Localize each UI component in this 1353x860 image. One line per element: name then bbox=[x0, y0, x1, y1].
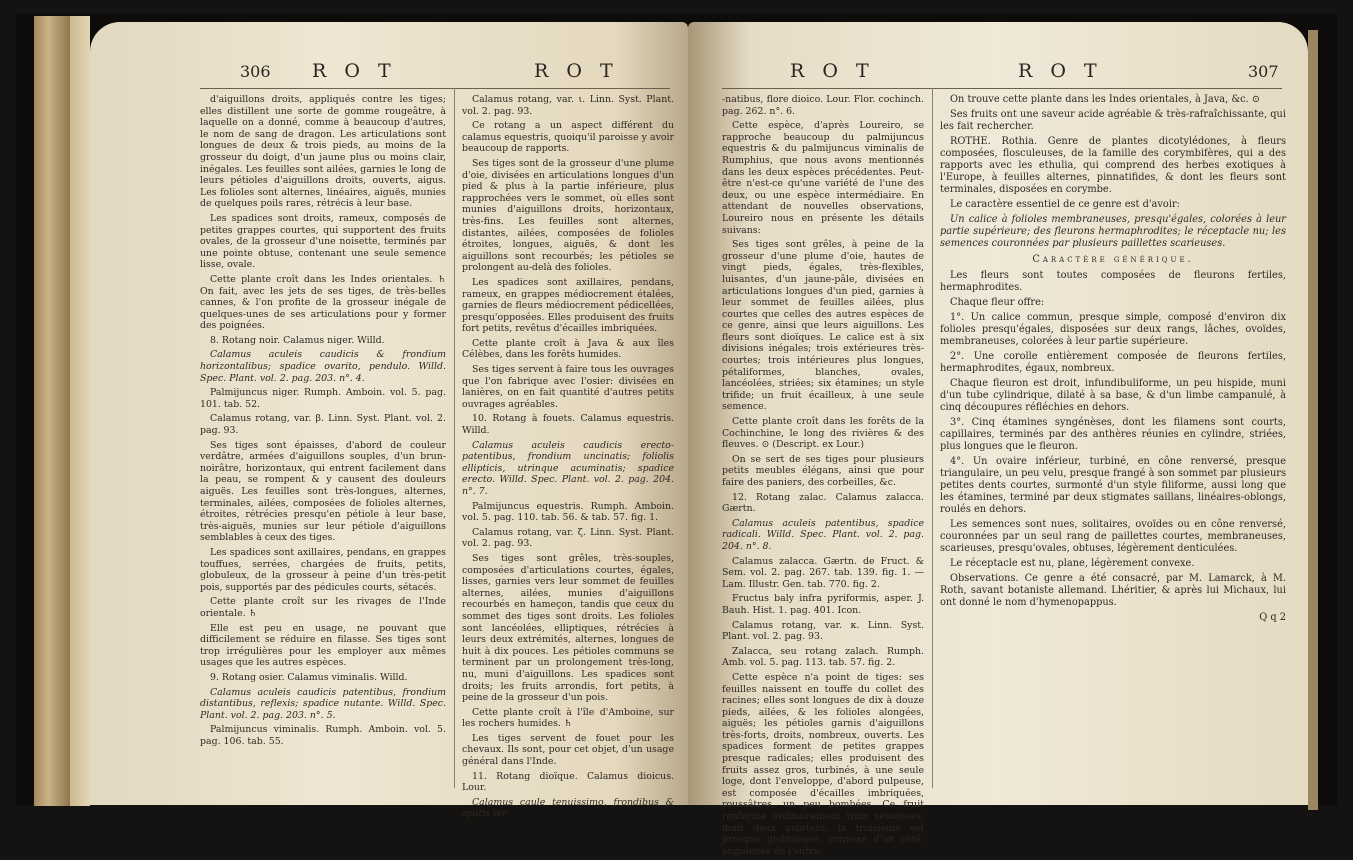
paragraph: Calamus rotang, var. β. Linn. Syst. Plant. vol. 2. pag. 93. bbox=[200, 413, 446, 437]
left-page bbox=[90, 22, 688, 820]
paragraph: Palmijuncus viminalis. Rumph. Amboin. vol. 5. pag. 106. tab. 55. bbox=[200, 724, 446, 747]
paragraph: Ses tiges sont de la grosseur d'une plume d'oie, divisées en articulations longues d'un pied & plus à la partie inférieure, plus rapprochées vers le sommet, où elles sont munies d'aiguillons droits, horizontaux, très-fins. Les feuilles sont alternes, distantes, ailées, composées de folioles étroites, longues, aiguës, & dont les aiguillons sont recourbés; les pétioles se prolongent au-delà des folioles. bbox=[462, 157, 674, 274]
paragraph: Chaque fleuron est droit, infundibuliforme, un peu hispide, muni d'un tube cylindrique, dilaté à sa base, & d'un limbe campanulé, à cinq découpures réfléchies en dehors. bbox=[940, 378, 1286, 413]
paragraph: On se sert de ses tiges pour plusieurs petits meubles élégans, ainsi que pour faire des paniers, des corbeilles, &c. bbox=[722, 453, 924, 488]
page-edges-right bbox=[1308, 30, 1318, 810]
paragraph: Un calice à folioles membraneuses, presqu'égales, colorées à leur partie supérieure; des fleurons hermaphrodites; le réceptacle nu; les semences couronnées par plusieurs paillettes scarieuses. bbox=[940, 214, 1286, 249]
paragraph: Zalacca, seu rotang zalach. Rumph. Amb. vol. 5. pag. 113. tab. 57. fig. 2. bbox=[722, 645, 924, 669]
paragraph: 2°. Une corolle entièrement composée de fleurons fertiles, hermaphrodites, égaux, nombreux. bbox=[940, 351, 1286, 374]
paragraph: Cette plante croît sur les rivages de l'Inde orientale. ♄ bbox=[200, 596, 446, 619]
right-header-a: R O T bbox=[790, 60, 875, 82]
entry-heading: 12. Rotang zalac. Calamus zalacca. Gærtn. bbox=[722, 491, 924, 515]
page-edges-left bbox=[34, 16, 70, 806]
paragraph: Calamus rotang, var. κ. Linn. Syst. Plant. vol. 2. pag. 93. bbox=[722, 619, 924, 643]
paragraph: Chaque fleur offre: bbox=[950, 297, 1045, 308]
paragraph: Ses tiges sont grêles, à peine de la grosseur d'une plume d'oie, hautes de vingt pieds, égales, très-flexibles, luisantes, d'un jaune-pâle, divisées en articulations longues d'un pied, garnies à leur sommet de feuilles ailées, plus courtes que celles des autres espèces de ce genre, ainsi que leurs aiguillons. Les fleurs sont dioïques. Le calice est à six divisions inégales; trois extérieures très-courtes; trois intérieures plus longues, pétaliformes, blanches, ovales, lancéolées, striées; six étamines; un style trifide; un fruit écailleux, à une seule semence. bbox=[722, 239, 924, 413]
paragraph: Les spadices sont droits, rameux, composés de petites grappes courtes, qui supportent des fruits ovales, de la grosseur d'une noisette, terminés par une pointe obtuse, contenant une seule semence lisse, ovale. bbox=[200, 212, 446, 271]
signature-mark: Q q 2 bbox=[1259, 612, 1286, 623]
right-column-divider bbox=[932, 88, 933, 788]
paragraph: Cette espèce, d'après Loureiro, se rapproche beaucoup du palmijuncus equestris & du palmijuncus viminalis de Rumphius, que nous avons mentionnés dans les deux espèces précédentes. Peut-être n'est-ce qu'une variété de l'une des deux, ou une espèce intermédiaire. En attendant de nouvelles observations, Loureiro nous en présente les détails suivans: bbox=[722, 120, 924, 236]
page-edges-inner bbox=[70, 16, 90, 806]
section-heading: Caractère générique. bbox=[1032, 254, 1194, 265]
paragraph: ROTHE. Rothia. Genre de plantes dicotylédones, à fleurs composées, flosculeuses, de la famille des corymbifères, qui a des rapports avec les ethulia, qui comprend des herbes exotiques à l'Europe, à feuilles alternes, pinnatifides, & dont les fleurs sont terminales, disposées en corymbe. bbox=[940, 136, 1286, 195]
left-column-divider bbox=[454, 88, 455, 788]
paragraph: Le réceptacle est nu, plane, légèrement convexe. bbox=[950, 558, 1195, 569]
left-page-column-1 bbox=[200, 94, 446, 750]
right-page-column-2 bbox=[940, 94, 1286, 627]
paragraph: On trouve cette plante dans les Indes orientales, à Java, &c. ⊙ bbox=[950, 94, 1260, 105]
paragraph: Les semences sont nues, solitaires, ovoïdes ou en cône renversé, couronnées par un seul rang de paillettes courtes, membraneuses, scarieuses, presqu'ovales, obtuses, légèrement denticulées. bbox=[940, 519, 1286, 554]
left-header-b: R O T bbox=[534, 60, 619, 82]
paragraph: Cette plante croît dans les Indes orientales. ♄ On fait, avec les jets de ses tiges, de très-belles cannes, & l'on profite de la grosseur inégale de quelques-unes de ses articulations pour y former des poignées. bbox=[200, 273, 446, 332]
paragraph: Les tiges servent de fouet pour les chevaux. Ils sont, pour cet objet, d'un usage général dans l'Inde. bbox=[462, 732, 674, 768]
entry-heading: 8. Rotang noir. Calamus niger. Willd. bbox=[210, 334, 385, 346]
paragraph: Calamus caule tenuissimo, frondibus & spatis ter- bbox=[462, 796, 674, 820]
right-page-column-1 bbox=[722, 94, 924, 860]
paragraph: Palmijuncus niger. Rumph. Amboin. vol. 5. pag. 101. tab. 52. bbox=[200, 387, 446, 410]
paragraph: Calamus aculeis caudicis patentibus, frondium distantibus, reflexis; spadice nutante. Willd. Spec. Plant. vol. 2. pag. 203. n°. 5. bbox=[200, 686, 446, 721]
paragraph: 1°. Un calice commun, presque simple, composé d'environ dix folioles presqu'égales, disposées sur deux rangs, lâches, ovoïdes, membraneuses, colorées à leur partie supérieure. bbox=[940, 312, 1286, 347]
paragraph: Ses tiges sont épaisses, d'abord de couleur verdâtre, armées d'aiguillons souples, d'un brun-noirâtre, horizontaux, qui entrent facilement dans la peau, se rompent & y causent des douleurs aiguës. Les feuilles sont très-longues, alternes, terminales, ailées, composées de folioles alternes, étroites, rétrécies presqu'en pétiole à leur base, très-aiguës, munies sur leur pétiole d'aiguillons semblables à ceux des tiges. bbox=[200, 439, 446, 544]
paragraph: Calamus rotang, var. ι. Linn. Syst. Plant. vol. 2. pag. 93. bbox=[462, 94, 674, 117]
paragraph: Les fleurs sont toutes composées de fleurons fertiles, hermaphrodites. bbox=[940, 270, 1286, 293]
paragraph: Fructus baly infra pyriformis, asper. J. Bauh. Hist. 1. pag. 401. Icon. bbox=[722, 593, 924, 616]
paragraph: Cette plante croît dans les forêts de la Cochinchine, le long des rivières & des fleuves. ⊙ (Descript. ex Lour.) bbox=[722, 416, 924, 451]
right-header-b: R O T bbox=[1018, 60, 1103, 82]
paragraph: Cette espèce n'a point de tiges: ses feuilles naissent en touffe du collet des racines; elles sont longues de dix à douze pieds, ailées, & les folioles alongées, aiguës; les pétioles garnis d'aiguillons très-forts, droits, nombreux, ouverts. Les spadices forment de petites grappes presque radicales; elles produisent des fruits assez gros, turbinés, à une seule loge, dont l'enveloppe, d'abord pulpeuse, est composée d'écailles imbriquées, roussâtres, un peu bombées. Ce fruit renferme ordinairement trois semences, dont deux avortent; la troisième est presque globuleuse, convexe d'un côté, anguleuse de l'autre. bbox=[722, 671, 924, 857]
paragraph: Ses fruits ont une saveur acide agréable & très-rafraîchissante, qui les fait rechercher. bbox=[940, 109, 1286, 132]
paragraph: 3°. Cinq étamines syngénèses, dont les filamens sont courts, capillaires, terminés par des anthères réunies en cylindre, striées, plus longues que le fleuron. bbox=[940, 417, 1286, 452]
left-header-a: R O T bbox=[312, 60, 397, 82]
paragraph: Les spadices sont axillaires, pendans, en grappes touffues, serrées, chargées de fruits, petits, globuleux, de la grosseur à peine d'un très-petit pois, supportés par des pédicules courts, sétacés. bbox=[200, 546, 446, 593]
paragraph: 4°. Un ovaire inférieur, turbiné, en cône renversé, presque triangulaire, un peu velu, presque frangé à son sommet par plusieurs petites dents courtes, surmonté d'un style filiforme, aussi long que les étamines, terminé par deux stigmates saillans, linéaires-oblongs, roulés en dehors. bbox=[940, 456, 1286, 515]
paragraph: Ses tiges servent à faire tous les ouvrages que l'on fabrique avec l'osier: divisées en lanières, on en fait quantité d'autres petits ouvrages agréables. bbox=[462, 364, 674, 410]
left-header-rule bbox=[200, 88, 670, 89]
paragraph: d'aiguillons droits, appliqués contre les tiges; elles distillent une sorte de gomme rougeâtre, à laquelle on a donné, comme à beaucoup d'autres, le nom de sang de dragon. Les articulations sont longues de deux & trois pieds, au moins de la grosseur du doigt, d'un jaune plus ou moins clair, inégales. Les feuilles sont ailées, garnies le long de leurs pétioles d'aiguillons droits, ouverts, aigus. Les folioles sont alternes, linéaires, aiguës, munies de quelques poils rares, rétrécis à leur base. bbox=[200, 94, 446, 210]
entry-heading: 9. Rotang osier. Calamus viminalis. Willd. bbox=[210, 671, 408, 683]
paragraph: Calamus aculeis caudicis erecto-patentibus, frondium uncinatis; foliolis ellipticis, utrinque acuminatis; spadice erecto. Willd. Spec. Plant. vol. 2. pag. 204. n°. 7. bbox=[462, 439, 674, 497]
left-page-column-2 bbox=[462, 94, 674, 823]
paragraph: Cette plante croît à Java & aux îles Célèbes, dans les forêts humides. bbox=[462, 337, 674, 361]
paragraph: Calamus zalacca. Gærtn. de Fruct. & Sem. vol. 2. pag. 267. tab. 139. fig. 1. — Lam. Illustr. Gen. tab. 770. fig. 2. bbox=[722, 555, 924, 590]
paragraph: Calamus aculeis patentibus, spadice radicali. Willd. Spec. Plant. vol. 2. pag. 204. n°. 8. bbox=[722, 517, 924, 552]
left-page-number: 306 bbox=[240, 62, 271, 81]
right-header-rule bbox=[722, 88, 1282, 89]
paragraph: Cette plante croît à l'île d'Amboine, sur les rochers humides. ♄ bbox=[462, 706, 674, 730]
paragraph: Calamus aculeis caudicis & frondium horizontalibus; spadice ovarito, pendulo. Willd. Spec. Plant. vol. 2. pag. 203. n°. 4. bbox=[200, 349, 446, 384]
paragraph: Observations. Ce genre a été consacré, par M. Lamarck, à M. Roth, savant botaniste allemand. Lhéritier, & après lui Michaux, lui ont donné le nom d'hymenopappus. bbox=[940, 573, 1286, 608]
paragraph: Le caractère essentiel de ce genre est d'avoir: bbox=[950, 199, 1180, 210]
paragraph: Ce rotang a un aspect différent du calamus equestris, quoiqu'il paroisse y avoir beaucoup de rapports. bbox=[462, 120, 674, 155]
paragraph: Calamus rotang, var. ζ. Linn. Syst. Plant. vol. 2. pag. 93. bbox=[462, 526, 674, 550]
paragraph: Elle est peu en usage, ne pouvant que difficilement se réduire en filasse. Ses tiges sont trop irrégulières pour les employer aux mêmes usages que les autres espèces. bbox=[200, 622, 446, 669]
right-page-number: 307 bbox=[1248, 62, 1279, 81]
paragraph: -natibus, flore dioico. Lour. Flor. cochinch. pag. 262. n°. 6. bbox=[722, 94, 924, 117]
right-page bbox=[688, 22, 1308, 857]
paragraph: Ses tiges sont grêles, très-souples, composées d'articulations courtes, égales, lisses, garnies vers leur sommet de feuilles alternes, ailées, munies d'aiguillons recourbés en hameçon, tandis que ceux du sommet des tiges sont droits. Les folioles sont lancéolées, elliptiques, rétrécies à leurs deux extrémités, alternes, longues de huit à dix pouces. Les pétioles communs se terminent par un prolongement très-long, nu, muni d'aiguillons. Les spadices sont droits; les fruits arrondis, fort petits, à peine de la grosseur d'un pois. bbox=[462, 552, 674, 704]
entry-heading: 10. Rotang à fouets. Calamus equestris. Willd. bbox=[462, 413, 674, 437]
paragraph: Palmijuncus equestris. Rumph. Amboin. vol. 5. pag. 110. tab. 56. & tab. 57. fig. 1. bbox=[462, 500, 674, 524]
paragraph: Les spadices sont axillaires, pendans, rameux, en grappes médiocrement étalées, garnies de fleurs médiocrement pédicellées, presqu'opposées. Elles produisent des fruits fort petits, revêtus d'écailles imbriquées. bbox=[462, 276, 674, 335]
entry-heading: 11. Rotang dioïque. Calamus dioicus. Lour. bbox=[462, 770, 674, 794]
